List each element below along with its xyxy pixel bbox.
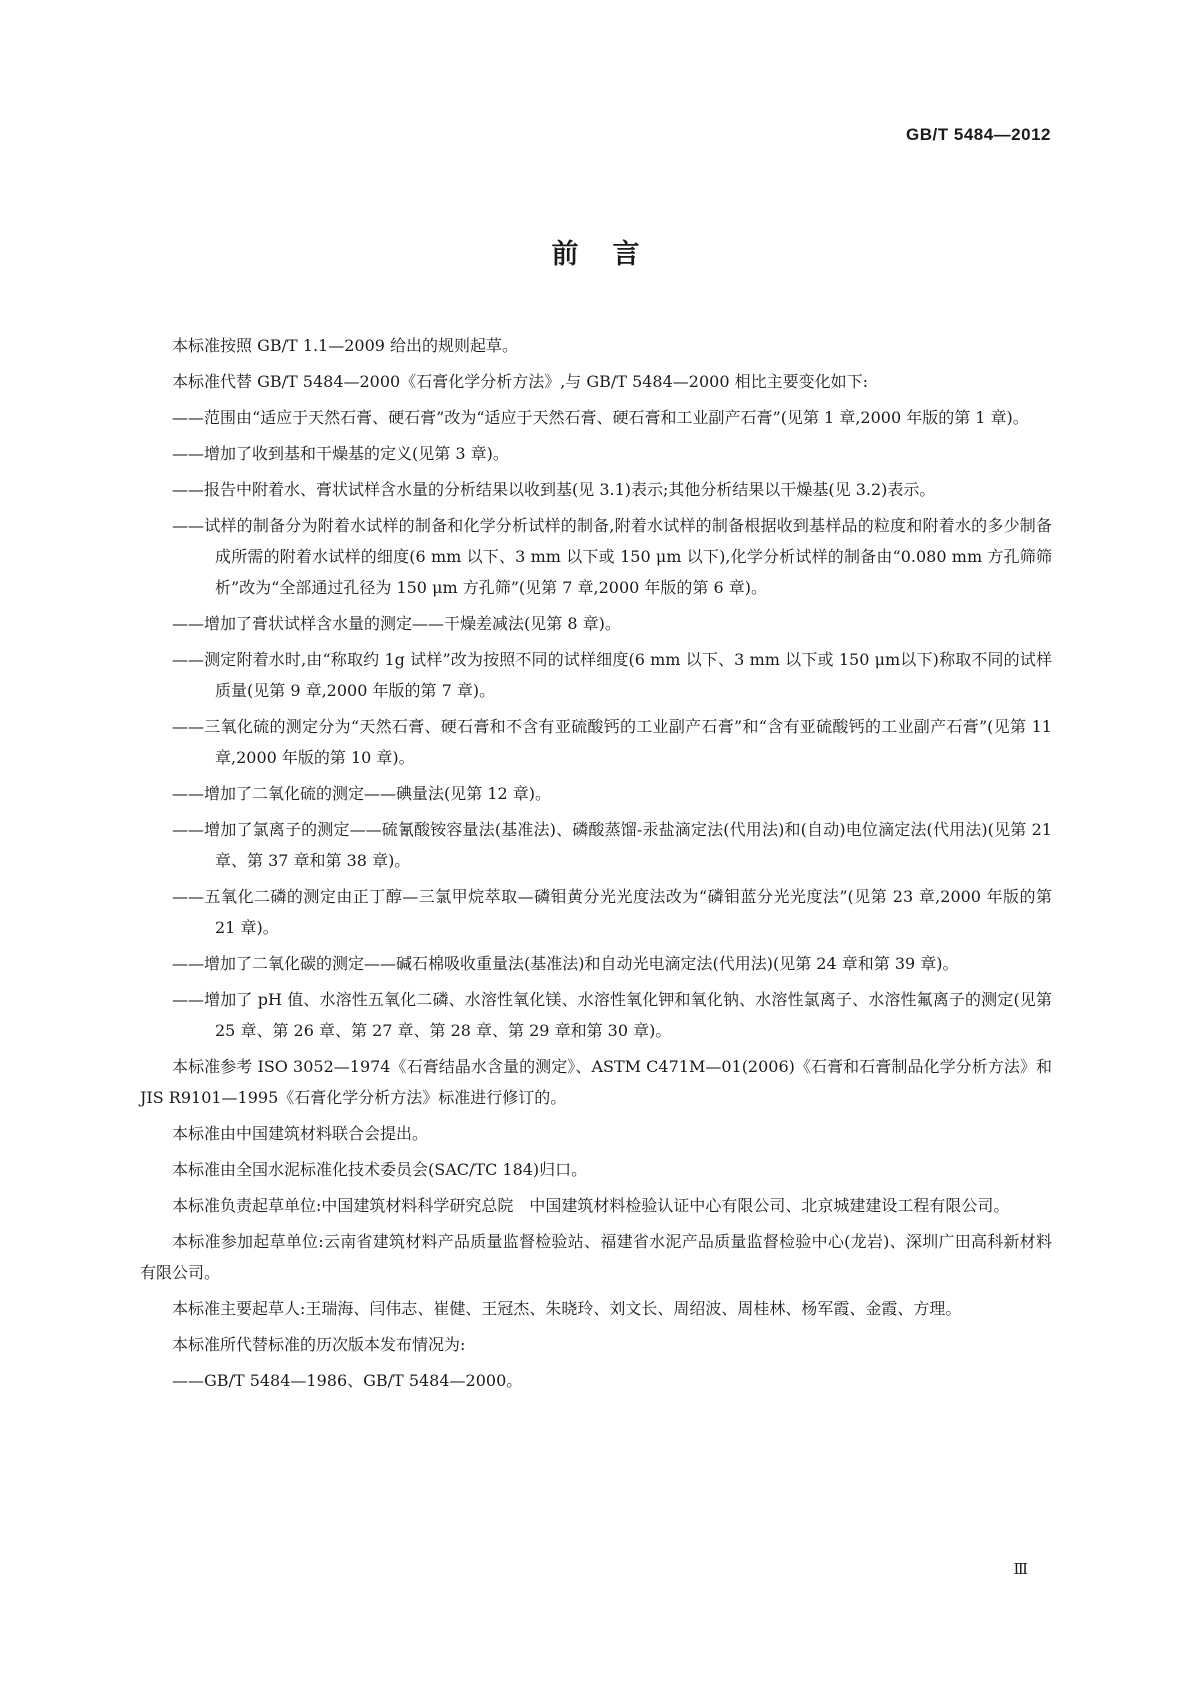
paragraph-drafting-rule: 本标准按照 GB/T 1.1—2009 给出的规则起草。 bbox=[172, 336, 519, 355]
change-item: ——增加了二氧化硫的测定——碘量法(见第 12 章)。 bbox=[172, 784, 552, 803]
change-item: ——范围由“适应于天然石膏、硬石膏”改为“适应于天然石膏、硬石膏和工业副产石膏”(见第 1 章,2000 年版的第 1 章)。 bbox=[172, 408, 1029, 427]
change-item: ——增加了膏状试样含水量的测定——干燥差减法(见第 8 章)。 bbox=[172, 614, 621, 633]
paragraph-history-intro: 本标准所代替标准的历次版本发布情况为: bbox=[172, 1335, 466, 1354]
change-item: ——试样的制备分为附着水试样的制备和化学分析试样的制备,附着水试样的制备根据收到基样品的粒度和附着水的多少制备成所需的附着水试样的细度(6 mm 以下、3 mm 以下或 150 μm 以下),化学分析试样的制备由“0.080 mm 方孔筛筛析”改为“全部通过孔径为 150 μm 方孔筛”(见第 7 章,2000 年版的第 6 章)。 bbox=[172, 516, 1052, 597]
change-item: ——增加了 pH 值、水溶性五氧化二磷、水溶性氧化镁、水溶性氧化钾和氧化钠、水溶性氯离子、水溶性氟离子的测定(见第 25 章、第 26 章、第 27 章、第 28 章、第 29 章和第 30 章)。 bbox=[172, 990, 1052, 1040]
standard-code: GB/T 5484—2012 bbox=[906, 125, 1051, 144]
paragraph-references: 本标准参考 ISO 3052—1974《石膏结晶水含量的测定》、ASTM C471M—01(2006)《石膏和石膏制品化学分析方法》和 JIS R9101—1995《石膏化学分析方法》标准进行修订的。 bbox=[140, 1057, 1052, 1107]
paragraph-centralized-by: 本标准由全国水泥标准化技术委员会(SAC/TC 184)归口。 bbox=[172, 1160, 588, 1179]
foreword-body bbox=[140, 330, 1052, 1401]
change-item: ——增加了二氧化碳的测定——碱石棉吸收重量法(基准法)和自动光电滴定法(代用法)(见第 24 章和第 39 章)。 bbox=[172, 954, 959, 973]
change-item: ——报告中附着水、膏状试样含水量的分析结果以收到基(见 3.1)表示;其他分析结果以干燥基(见 3.2)表示。 bbox=[172, 480, 936, 499]
paragraph-main-drafters: 本标准主要起草人:王瑞海、闫伟志、崔健、王冠杰、朱晓玲、刘文长、周绍波、周桂林、杨军霞、金霞、方理。 bbox=[172, 1299, 962, 1318]
change-item: ——增加了氯离子的测定——硫氰酸铵容量法(基准法)、磷酸蒸馏-汞盐滴定法(代用法)和(自动)电位滴定法(代用法)(见第 21 章、第 37 章和第 38 章)。 bbox=[172, 820, 1052, 870]
change-item: ——增加了收到基和干燥基的定义(见第 3 章)。 bbox=[172, 444, 509, 463]
change-item: ——五氧化二磷的测定由正丁醇—三氯甲烷萃取—磷钼黄分光光度法改为“磷钼蓝分光光度法”(见第 23 章,2000 年版的第 21 章)。 bbox=[172, 887, 1052, 937]
change-item: ——三氧化硫的测定分为“天然石膏、硬石膏和不含有亚硫酸钙的工业副产石膏”和“含有亚硫酸钙的工业副产石膏”(见第 11 章,2000 年版的第 10 章)。 bbox=[172, 717, 1052, 767]
paragraph-participating-units: 本标准参加起草单位:云南省建筑材料产品质量监督检验站、福建省水泥产品质量监督检验中心(龙岩)、深圳广田高科新材料有限公司。 bbox=[140, 1232, 1052, 1282]
paragraph-replaces: 本标准代替 GB/T 5484—2000《石膏化学分析方法》,与 GB/T 5484—2000 相比主要变化如下: bbox=[172, 372, 868, 391]
page-number: Ⅲ bbox=[1013, 1560, 1028, 1578]
page-title: 前言 bbox=[551, 239, 674, 270]
history-item: ——GB/T 5484—1986、GB/T 5484—2000。 bbox=[172, 1371, 523, 1390]
paragraph-proposed-by: 本标准由中国建筑材料联合会提出。 bbox=[172, 1124, 429, 1143]
paragraph-drafting-units: 本标准负责起草单位:中国建筑材料科学研究总院 中国建筑材料检验认证中心有限公司、北京城建建设工程有限公司。 bbox=[172, 1196, 1010, 1215]
change-item: ——测定附着水时,由“称取约 1g 试样”改为按照不同的试样细度(6 mm 以下、3 mm 以下或 150 μm以下)称取不同的试样质量(见第 9 章,2000 年版的第 7 章)。 bbox=[172, 650, 1052, 700]
